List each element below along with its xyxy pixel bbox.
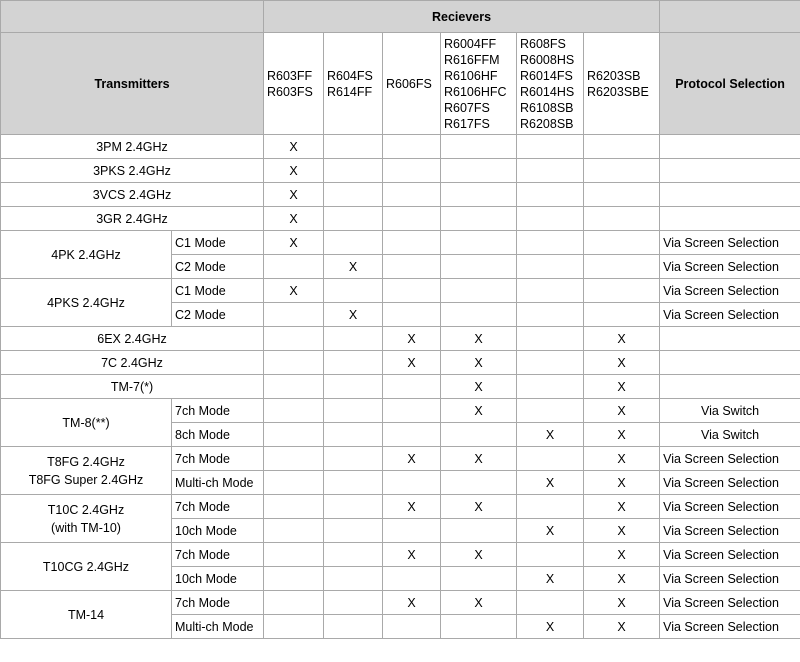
transmitter-name [1,399,172,447]
compatibility-cell [517,375,584,399]
transmitter-mode: 7ch Mode [172,495,264,519]
compatibility-cell [324,591,383,615]
transmitter-name [1,375,264,399]
compatibility-cell [264,519,324,543]
transmitter-name [1,183,264,207]
receiver-model: R6203SB [587,68,641,83]
transmitter-name-line: TM-14 [67,607,105,622]
protocol-selection-cell: Via Screen Selection [660,615,800,639]
transmitter-name [1,135,264,159]
compatibility-cell [324,351,383,375]
compatibility-cell [264,423,324,447]
transmitter-mode: C2 Mode [172,303,264,327]
transmitter-name-line: T8FG Super 2.4GHz [28,472,144,487]
transmitter-name-line: T8FG 2.4GHz [47,454,125,469]
compatibility-cell: X [584,615,660,639]
receiver-model: R614FF [327,84,373,99]
table-row [1,207,800,231]
compatibility-cell: X [584,471,660,495]
compatibility-cell [584,255,660,279]
receiver-model: R6208SB [520,116,574,131]
protocol-selection-cell: Via Screen Selection [660,303,800,327]
compatibility-cell [324,471,383,495]
compatibility-cell [324,519,383,543]
compatibility-cell [517,135,584,159]
compatibility-cell: X [584,447,660,471]
transmitter-name-line: T10CG 2.4GHz [42,559,130,574]
compatibility-cell [517,543,584,567]
compatibility-cell [264,567,324,591]
compatibility-cell [441,183,517,207]
transmitter-name-line: 4PK 2.4GHz [51,247,121,262]
table-row [1,183,800,207]
receiver-model: R603FF [267,68,313,83]
compatibility-cell [517,399,584,423]
protocol-selection-cell: Via Screen Selection [660,591,800,615]
compatibility-cell [383,375,441,399]
compatibility-cell: X [584,495,660,519]
transmitter-name [1,495,172,543]
compatibility-cell [441,567,517,591]
transmitter-mode: 7ch Mode [172,543,264,567]
compatibility-cell [264,495,324,519]
compatibility-cell [324,135,383,159]
receiver-group-header [517,33,584,135]
protocol-selection-cell [660,183,800,207]
compatibility-cell [264,399,324,423]
transmitter-name-line: TM-7(*) [110,379,154,394]
receiver-model: R6014FS [520,68,573,83]
transmitter-name [1,231,172,279]
compatibility-cell [264,447,324,471]
protocol-selection-cell: Via Screen Selection [660,255,800,279]
compatibility-cell [441,159,517,183]
transmitter-name-line: 3VCS 2.4GHz [92,187,172,202]
compatibility-cell [584,231,660,255]
receiver-model: R604FS [327,68,373,83]
table-row [1,591,800,615]
compatibility-cell: X [584,567,660,591]
compatibility-cell [324,495,383,519]
compatibility-cell [441,615,517,639]
protocol-selection-cell [660,327,800,351]
receiver-group-header [584,33,660,135]
compatibility-cell [383,207,441,231]
compatibility-cell: X [383,351,441,375]
transmitter-name-line: 3PKS 2.4GHz [93,163,171,178]
compatibility-cell [264,471,324,495]
transmitter-mode: C1 Mode [172,231,264,255]
compatibility-cell: X [441,327,517,351]
compatibility-cell: X [441,591,517,615]
transmitter-mode: Multi-ch Mode [172,471,264,495]
compatibility-cell [383,159,441,183]
receiver-group-header [324,33,383,135]
transmitter-name [1,207,264,231]
compatibility-cell [324,447,383,471]
transmitter-name [1,159,264,183]
compatibility-cell [324,207,383,231]
compatibility-cell [383,567,441,591]
table-row [1,543,800,567]
compatibility-cell: X [517,471,584,495]
compatibility-cell [517,279,584,303]
compatibility-cell [584,207,660,231]
compatibility-cell: X [441,447,517,471]
compatibility-cell: X [383,591,441,615]
protocol-selection-cell [660,135,800,159]
transmitter-mode: C1 Mode [172,279,264,303]
compatibility-cell [264,591,324,615]
compatibility-cell [517,255,584,279]
transmitter-mode: 7ch Mode [172,591,264,615]
compatibility-cell [441,135,517,159]
compatibility-cell [383,279,441,303]
compatibility-cell: X [584,327,660,351]
table-row [1,375,800,399]
compatibility-cell: X [441,351,517,375]
compatibility-cell: X [584,591,660,615]
compatibility-cell [584,279,660,303]
compatibility-cell: X [584,543,660,567]
compatibility-cell: X [324,303,383,327]
compatibility-cell [383,231,441,255]
compatibility-cell [441,255,517,279]
compatibility-cell [324,279,383,303]
table-row [1,279,800,303]
receiver-model: R6108SB [520,100,574,115]
receiver-model: R617FS [444,116,490,131]
table-row [1,351,800,375]
compatibility-cell [383,519,441,543]
compatibility-cell: X [441,543,517,567]
compatibility-cell: X [517,567,584,591]
compatibility-cell: X [517,423,584,447]
protocol-selection-cell: Via Switch [660,399,800,423]
protocol-selection-header: Protocol Selection [660,33,800,135]
compatibility-cell: X [264,135,324,159]
compatibility-cell: X [441,375,517,399]
transmitter-name-line: 3PM 2.4GHz [96,139,168,154]
compatibility-cell: X [441,399,517,423]
transmitter-name [1,447,172,495]
compatibility-cell [324,159,383,183]
compatibility-cell [517,591,584,615]
protocol-selection-cell: Via Screen Selection [660,447,800,471]
compatibility-cell: X [264,207,324,231]
compatibility-cell [441,519,517,543]
receiver-model: R6014HS [520,84,575,99]
compatibility-cell [383,615,441,639]
protocol-selection-cell: Via Screen Selection [660,495,800,519]
compatibility-cell: X [584,519,660,543]
header-blank-cell [1,1,264,33]
compatibility-cell: X [383,543,441,567]
transmitter-mode: C2 Mode [172,255,264,279]
compatibility-cell [324,423,383,447]
compatibility-cell [264,327,324,351]
transmitter-name-line: TM-8(**) [62,415,110,430]
compatibility-cell [383,183,441,207]
transmitter-name-line: 3GR 2.4GHz [96,211,168,226]
transmitter-mode: 10ch Mode [172,519,264,543]
header-blank-cell [660,1,800,33]
compatibility-cell [324,327,383,351]
transmitter-mode: 7ch Mode [172,399,264,423]
transmitter-name [1,279,172,327]
compatibility-cell: X [584,351,660,375]
compatibility-cell [584,159,660,183]
compatibility-cell: X [383,447,441,471]
transmitter-name [1,327,264,351]
transmitter-mode: 8ch Mode [172,423,264,447]
compatibility-cell [441,279,517,303]
table-body [1,135,800,639]
receiver-model: R608FS [520,36,566,51]
receiver-group-header [264,33,324,135]
compatibility-cell [441,423,517,447]
compatibility-cell: X [517,615,584,639]
table-row [1,159,800,183]
receivers-header: Recievers [264,1,660,33]
receiver-model: R603FS [267,84,313,99]
compatibility-cell [517,183,584,207]
compatibility-cell [383,303,441,327]
compatibility-cell [517,495,584,519]
table-row [1,135,800,159]
table-row [1,327,800,351]
compatibility-cell [383,255,441,279]
table-row [1,447,800,471]
transmitter-mode: 10ch Mode [172,567,264,591]
receiver-model: R616FFM [444,52,500,67]
compatibility-cell [584,303,660,327]
compatibility-cell [441,303,517,327]
protocol-selection-cell [660,159,800,183]
receiver-model: R6203SBE [587,84,649,99]
compatibility-cell: X [264,279,324,303]
table-row [1,399,800,423]
transmitter-name [1,543,172,591]
transmitter-name-line: 7C 2.4GHz [101,355,163,370]
compatibility-cell: X [584,423,660,447]
protocol-selection-cell: Via Screen Selection [660,471,800,495]
transmitter-name-line: 4PKS 2.4GHz [47,295,125,310]
transmitter-name [1,591,172,639]
compatibility-cell [517,159,584,183]
compatibility-cell [441,207,517,231]
receiver-model: R607FS [444,100,490,115]
compatibility-cell [517,447,584,471]
compatibility-cell [324,231,383,255]
compatibility-cell [383,399,441,423]
protocol-selection-cell: Via Switch [660,423,800,447]
compatibility-cell [517,327,584,351]
compatibility-cell: X [383,495,441,519]
receiver-model: R6008HS [520,52,575,67]
protocol-selection-cell: Via Screen Selection [660,519,800,543]
compatibility-cell [441,471,517,495]
compatibility-cell: X [264,159,324,183]
compatibility-cell [324,567,383,591]
compatibility-cell [324,375,383,399]
compatibility-cell: X [324,255,383,279]
protocol-selection-cell: Via Screen Selection [660,543,800,567]
receiver-model: R6004FF [444,36,497,51]
transmitter-name-line: (with TM-10) [51,520,121,535]
protocol-selection-cell [660,375,800,399]
transmitter-mode: 7ch Mode [172,447,264,471]
compatibility-cell [324,183,383,207]
receiver-model: R6106HFC [444,84,507,99]
compatibility-cell [264,255,324,279]
receiver-model: R6106HF [444,68,498,83]
compatibility-cell [517,303,584,327]
compatibility-cell [517,231,584,255]
table-row [1,495,800,519]
compatibility-cell [264,303,324,327]
compatibility-cell: X [584,375,660,399]
receiver-group-header [383,33,441,135]
compatibility-cell: X [264,183,324,207]
transmitter-name-line: T10C 2.4GHz [47,502,125,517]
receiver-group-header [441,33,517,135]
protocol-selection-cell: Via Screen Selection [660,567,800,591]
transmitters-header: Transmitters [1,33,264,135]
transmitter-mode: Multi-ch Mode [172,615,264,639]
transmitter-name [1,351,264,375]
compatibility-cell [324,543,383,567]
receiver-model: R606FS [386,76,432,91]
compatibility-cell [383,135,441,159]
compatibility-cell [383,423,441,447]
compatibility-cell [324,615,383,639]
protocol-selection-cell [660,351,800,375]
compatibility-cell [441,231,517,255]
protocol-selection-cell: Via Screen Selection [660,279,800,303]
protocol-selection-cell [660,207,800,231]
compatibility-cell: X [441,495,517,519]
compatibility-cell [383,471,441,495]
compatibility-cell [517,207,584,231]
compatibility-cell [264,351,324,375]
compatibility-cell: X [584,399,660,423]
compatibility-cell: X [264,231,324,255]
compatibility-cell [584,135,660,159]
compatibility-cell [264,375,324,399]
compatibility-cell [584,183,660,207]
compatibility-cell [517,351,584,375]
compatibility-cell: X [383,327,441,351]
protocol-selection-cell: Via Screen Selection [660,231,800,255]
compatibility-cell [264,543,324,567]
transmitter-name-line: 6EX 2.4GHz [97,331,167,346]
compatibility-cell: X [517,519,584,543]
table-row [1,231,800,255]
compatibility-cell [324,399,383,423]
compatibility-cell [264,615,324,639]
